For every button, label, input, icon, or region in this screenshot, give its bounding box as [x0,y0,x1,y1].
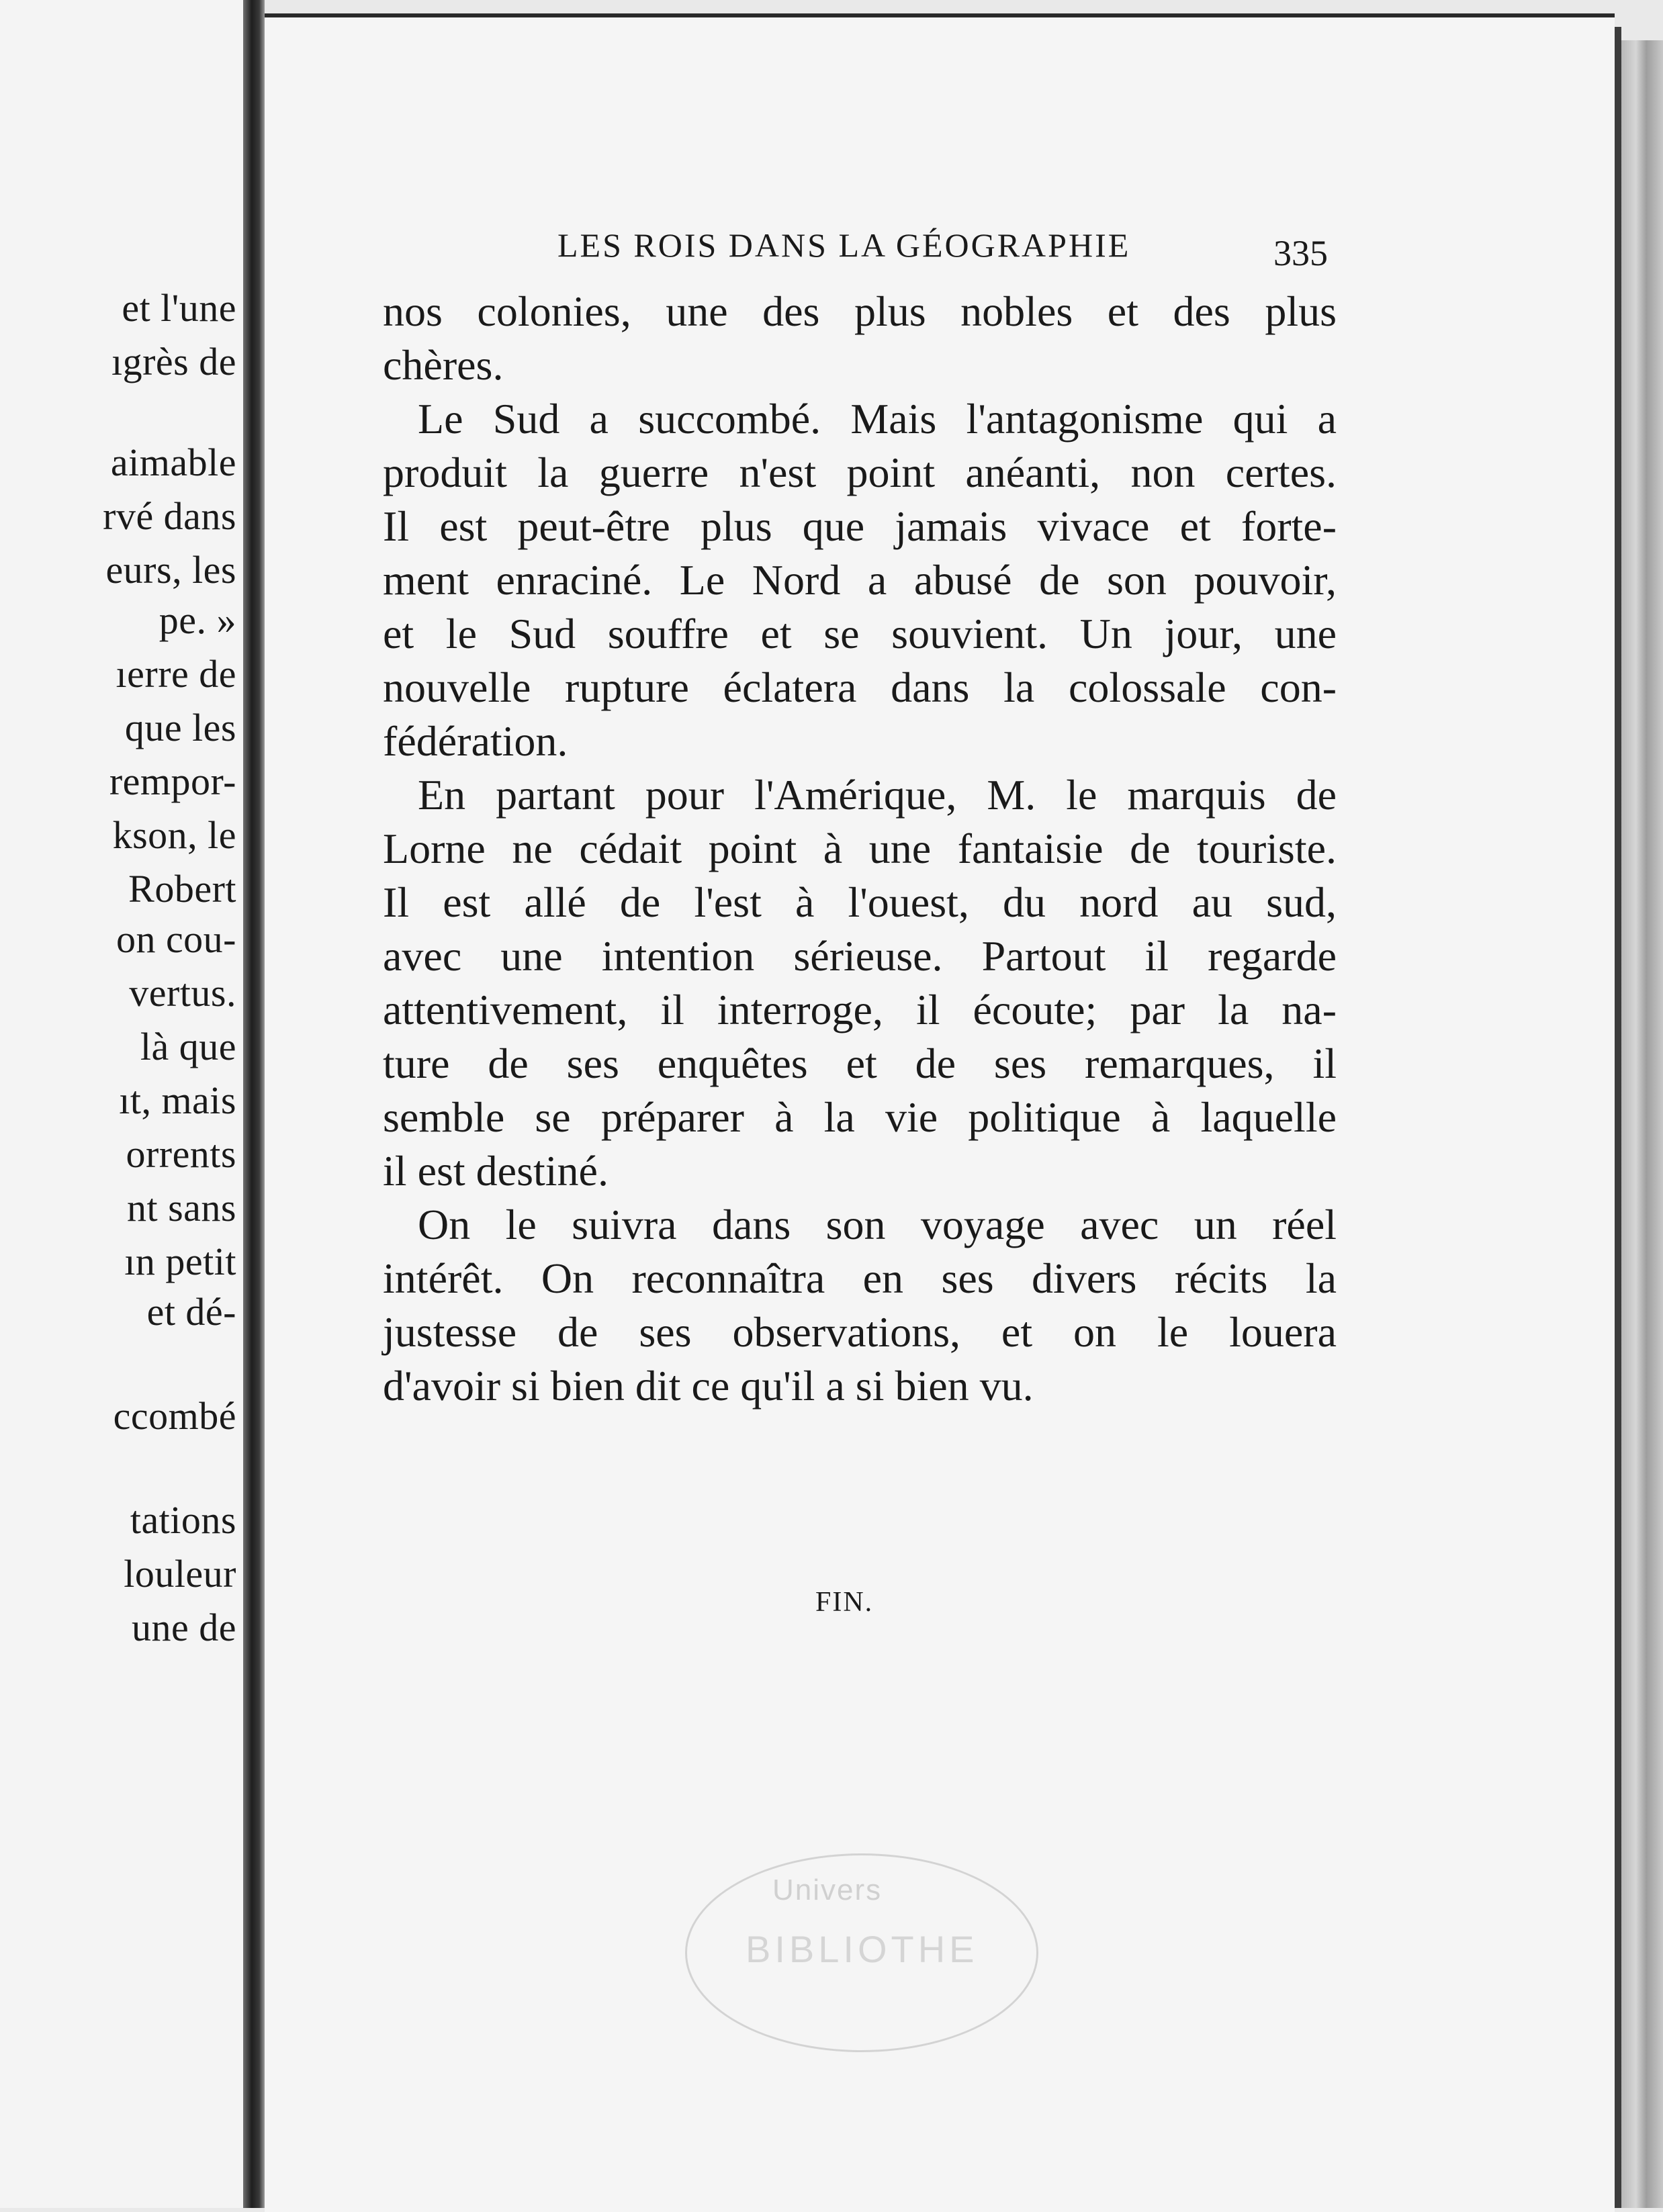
left-page-line: ıt, mais [119,1078,236,1122]
left-page-line: pe. » [159,598,236,642]
left-page-line: là que [140,1025,236,1068]
text-line: nos colonies, une des plus nobles et des plus [383,287,1337,335]
left-page-line: tations [130,1498,236,1542]
left-page-line: nt sans [127,1186,236,1230]
left-page-line: et l'une [122,286,236,330]
stamp-text: Univers [772,1874,883,1906]
text-line: Il est allé de l'est à l'ouest, du nord au sud, [383,878,1337,926]
text-line: d'avoir si bien dit ce qu'il a si bien vu. [383,1362,1034,1410]
text-line: justesse de ses observations, et on le louera [383,1308,1337,1356]
text-line: il est destiné. [383,1147,609,1195]
left-page-line: ın petit [124,1240,236,1283]
left-page-line: rempor- [109,759,236,803]
text-line: ture de ses enquêtes et de ses remarques, il [383,1040,1337,1087]
left-page-line: ccombé [113,1394,236,1438]
left-page-line: eurs, les [105,548,236,592]
text-line: semble se préparer à la vie politique à laquelle [383,1093,1337,1141]
left-page-line: une de [132,1606,236,1649]
left-page-line: vertus. [129,971,236,1015]
text-line: produit la guerre n'est point anéanti, non certes. [383,449,1337,496]
left-page-line: on cou- [116,917,236,961]
fin-mark: FIN. [815,1587,874,1618]
left-page-line: aimable [110,441,236,484]
text-line: attentivement, il interroge, il écoute; par la na- [383,986,1337,1033]
left-page-line: que les [124,706,236,749]
text-line: chères. [383,341,504,389]
text-line: En partant pour l'Amérique, M. le marquis de [418,771,1337,819]
text-line: fédération. [383,717,568,765]
left-page-line: ıerre de [116,652,236,696]
body-text [383,285,1337,1413]
text-line: et le Sud souffre et se souvient. Un jour, une [383,610,1337,657]
left-page-line: et dé- [146,1290,236,1334]
text-line: Le Sud a succombé. Mais l'antagonisme qui a [418,395,1337,443]
text-line: ment enraciné. Le Nord a abusé de son pouvoir, [383,556,1337,604]
left-page-line: orrents [126,1132,236,1176]
running-head: LES ROIS DANS LA GÉOGRAPHIE [557,226,1131,264]
page-number: 335 [1273,233,1328,273]
text-line: avec une intention sérieuse. Partout il regarde [383,932,1337,980]
page-edge-shadow [1615,27,1621,2208]
left-page-line: rvé dans [103,494,236,538]
left-page-line: Robert [128,867,236,911]
left-page [0,0,249,2208]
book-gutter [243,0,265,2208]
text-line: Il est peut-être plus que jamais vivace et forte- [383,502,1337,550]
left-page-line: louleur [124,1552,236,1596]
text-line: Lorne ne cédait point à une fantaisie de touriste. [383,825,1337,872]
left-page-line: kson, le [112,813,236,857]
text-line: intérêt. On reconnaîtra en ses divers récits la [383,1254,1337,1302]
text-line: nouvelle rupture éclatera dans la colossale con- [383,663,1337,711]
page-edge [1621,40,1663,2208]
text-line: On le suivra dans son voyage avec un réel [418,1201,1337,1248]
stamp-text: BIBLIOTHE [746,1928,979,1970]
left-page-line: ıgrès de [111,340,236,383]
